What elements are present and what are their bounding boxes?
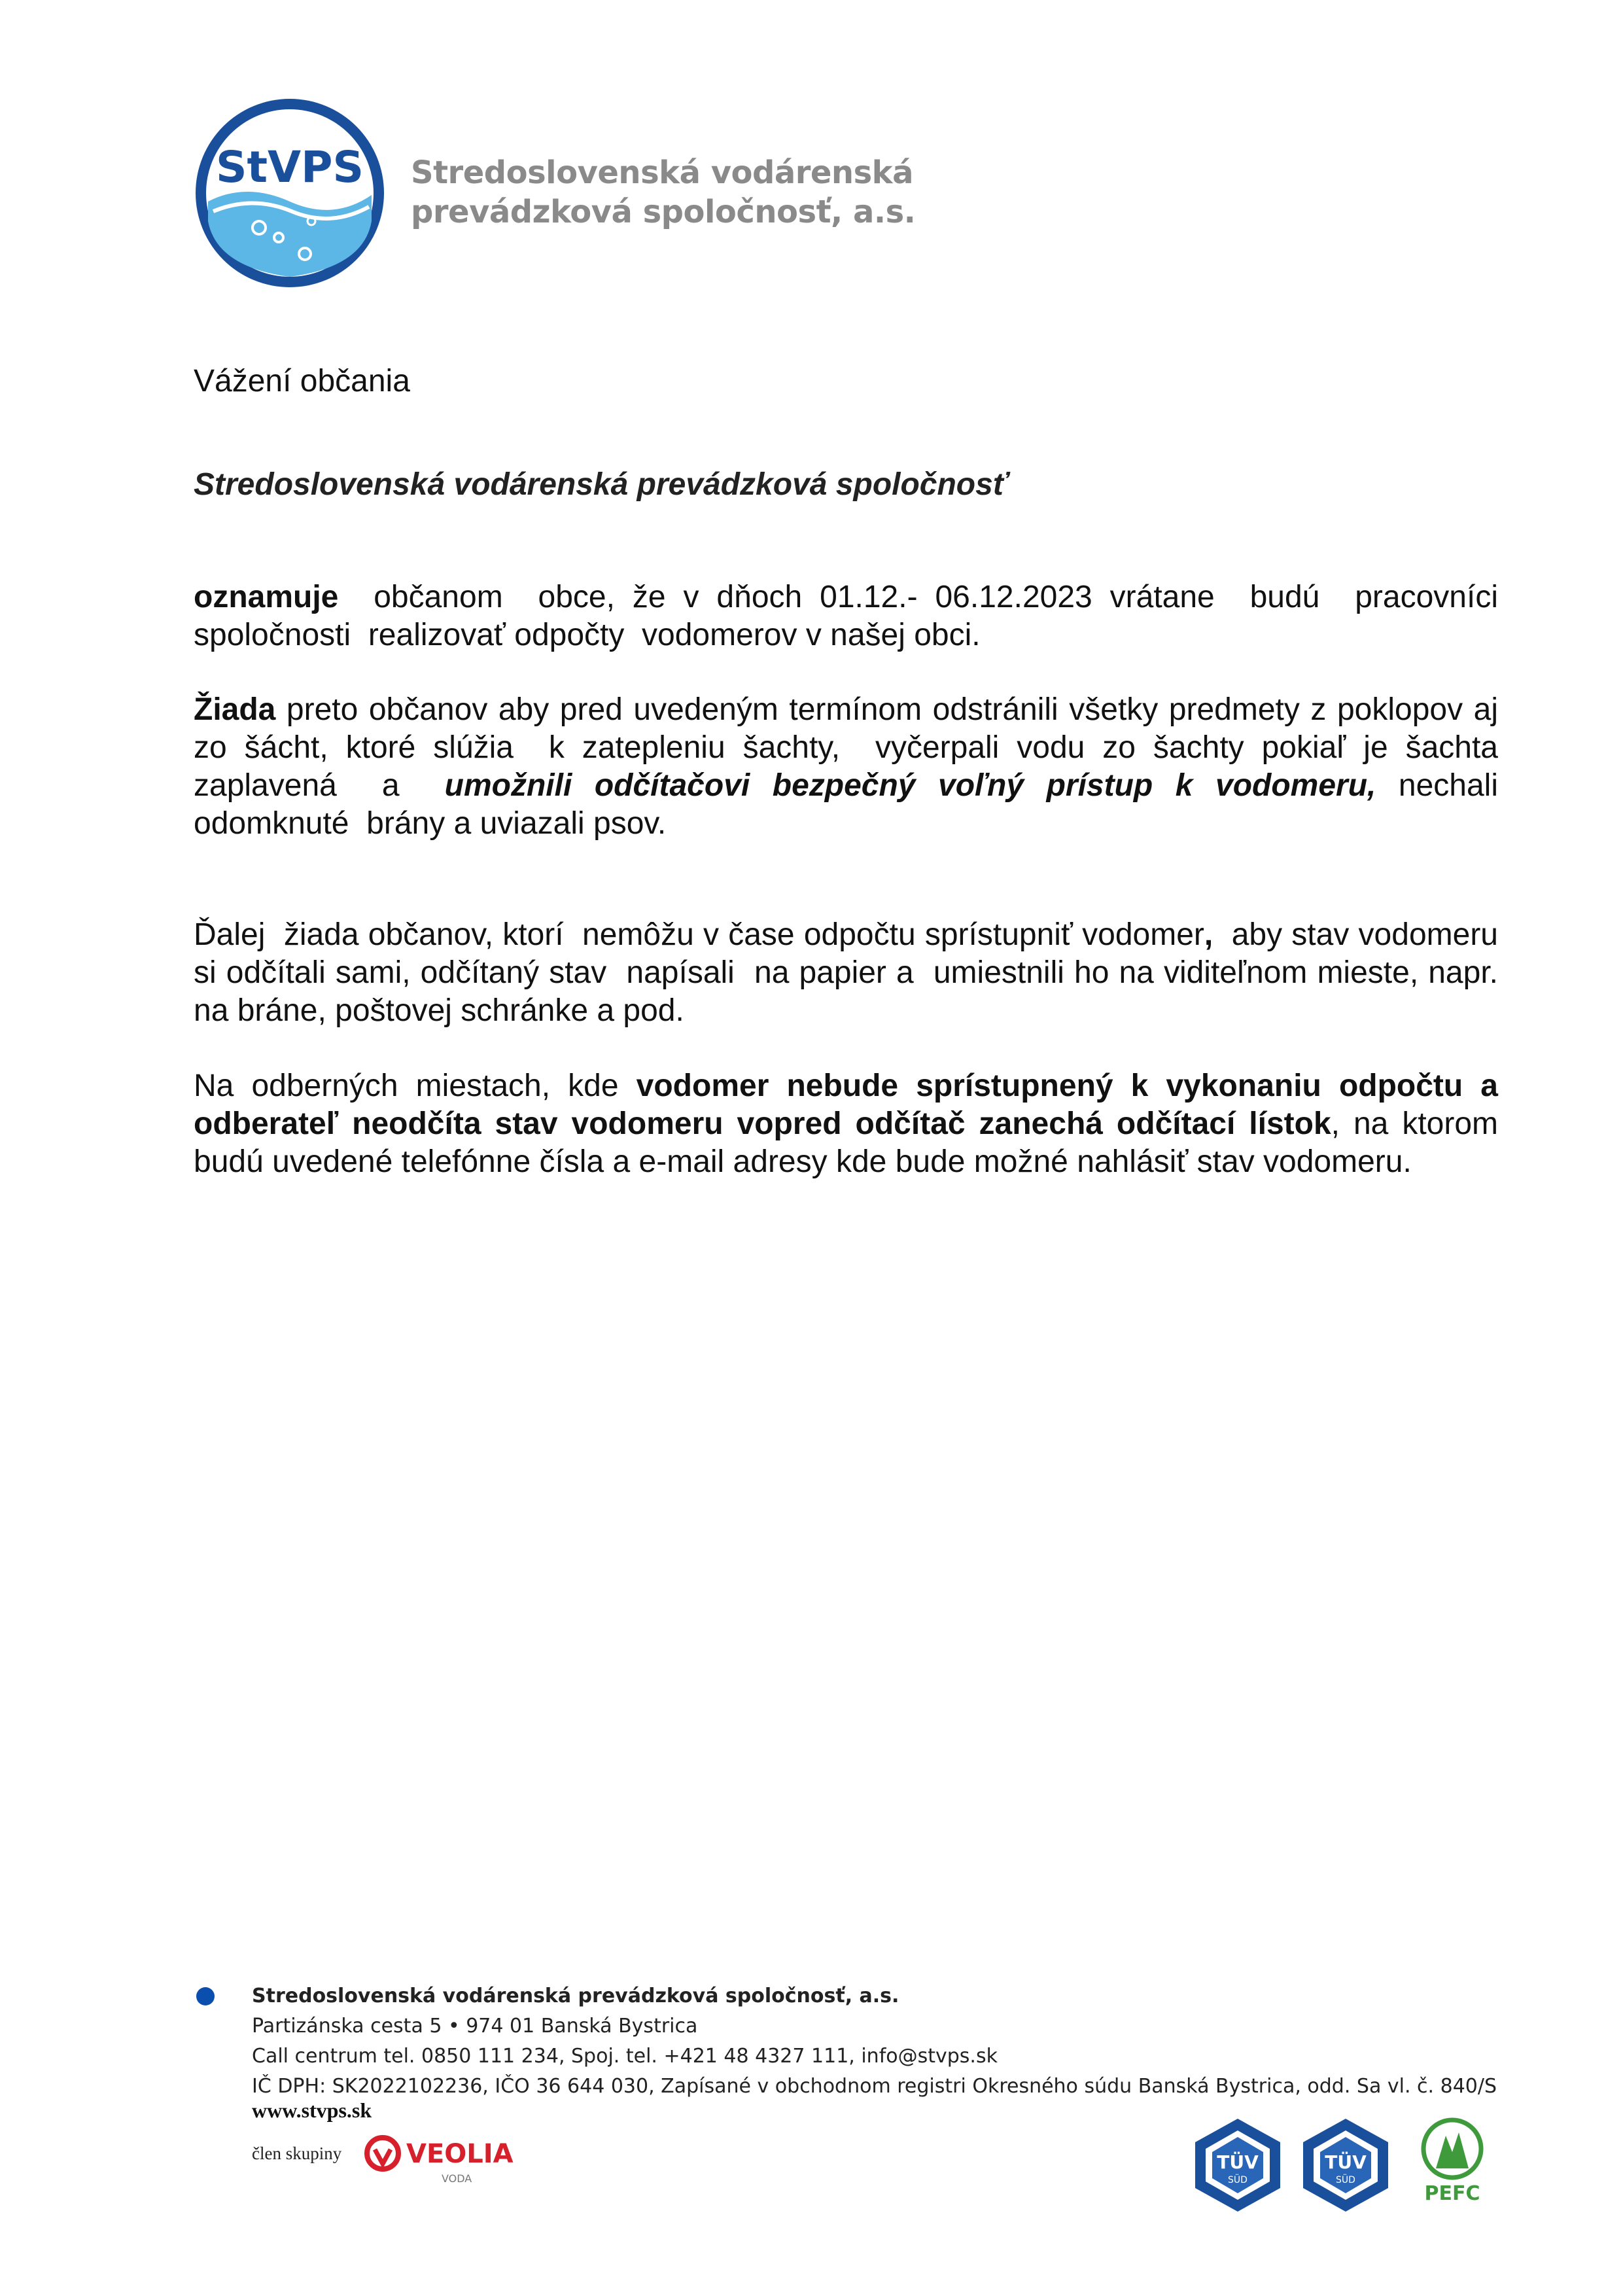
pefc-logo-icon [1406, 2116, 1498, 2214]
tuv-cert-icon [1189, 2116, 1287, 2214]
paragraph-request [194, 691, 1507, 843]
tuv-sub: SÜD [1228, 2175, 1248, 2185]
footer-website-link[interactable]: www.stvps.sk [252, 2098, 372, 2122]
tuv-sub-2: SÜD [1336, 2175, 1355, 2185]
request-emphasis: umožnili odčítačovi bezpečný voľný prístup k vodomeru, [444, 768, 1376, 803]
company-name [411, 153, 915, 232]
footer-contact: Call centrum tel. 0850 111 234, Spoj. tel. +421 48 4327 111, info@stvps.sk [252, 2045, 998, 2068]
request-text-1: preto občanov aby pred uvedeným termínom odstránili všetky predmety z poklopov aj zo šácht, ktoré slúžia k zatepleniu šachty, vyčerpali vodu zo šachty pokiaľ je šachta zaplavená a [194, 692, 1507, 803]
self-reading-comma: , [1204, 917, 1213, 952]
pefc-text: PEFC [1424, 2182, 1480, 2205]
organization-name: Stredoslovenská vodárenská prevádzková spoločnosť [194, 467, 1008, 502]
reading-slip-text-2: , na ktorom budú uvedené telefónne čísla a e-mail adresy kde bude možné nahlásiť stav vodomeru. [194, 1106, 1516, 1179]
footer-company: Stredoslovenská vodárenská prevádzková spoločnosť, a.s. [252, 1985, 899, 2007]
greeting: Vážení občania [194, 364, 410, 398]
footer-address: Partizánska cesta 5 • 974 01 Banská Bystrica [252, 2015, 698, 2038]
veolia-sub: VODA [442, 2172, 472, 2185]
announcement-text: občanom obce, že v dňoch 01.12.- 06.12.2023 vrátane budú pracovníci spoločnosti realizovať odpočty vodomerov v našej obci. [194, 580, 1507, 652]
paragraph-reading-slip [194, 1067, 1516, 1181]
company-name-line1: Stredoslovenská vodárenská [411, 154, 913, 191]
self-reading-text-1: Ďalej žiada občanov, ktorí nemôžu v čase odpočtu sprístupniť vodomer [194, 917, 1204, 952]
reading-slip-text-1: Na odberných miestach, kde [194, 1069, 637, 1103]
footer-registry: IČ DPH: SK2022102236, IČO 36 644 030, Zapísané v obchodnom registri Okresného súdu Banská Bystrica, odd. Sa vl. č. 840/S [252, 2075, 1497, 2098]
announcement-keyword: oznamuje [194, 580, 339, 614]
tuv-text-2: TÜV [1325, 2151, 1367, 2173]
logo-text: StVPS [215, 142, 364, 192]
footer-info [252, 1981, 1534, 2102]
veolia-name: VEOLIA [406, 2139, 514, 2169]
footer-bullet-icon [196, 1987, 215, 2005]
veolia-logo-icon [363, 2130, 533, 2189]
paragraph-self-reading [194, 916, 1507, 1030]
reading-slip-emphasis: vodomer nebude sprístupnený k vykonaniu odpočtu a odberateľ neodčíta stav vodomeru vopred odčítač zanechá odčítací lístok [194, 1069, 1498, 1141]
member-label: člen skupiny [252, 2144, 342, 2163]
paragraph-announcement [194, 578, 1507, 654]
self-reading-text-2: aby stav vodomeru si odčítali sami, odčítaný stav napísali na papier a umiestnili ho na viditeľnom mieste, napr. na bráne, poštovej schránke a pod. [194, 917, 1507, 1028]
request-text-2: nechali odomknuté brány a uviazali psov. [194, 768, 1507, 841]
tuv-text: TÜV [1217, 2151, 1259, 2173]
company-name-line2: prevádzková spoločnosť, a.s. [411, 194, 916, 230]
stvps-logo-icon [194, 97, 386, 289]
request-keyword: Žiada [194, 692, 276, 727]
tuv-cert-icon-2 [1297, 2116, 1395, 2214]
header-logo [194, 97, 916, 293]
